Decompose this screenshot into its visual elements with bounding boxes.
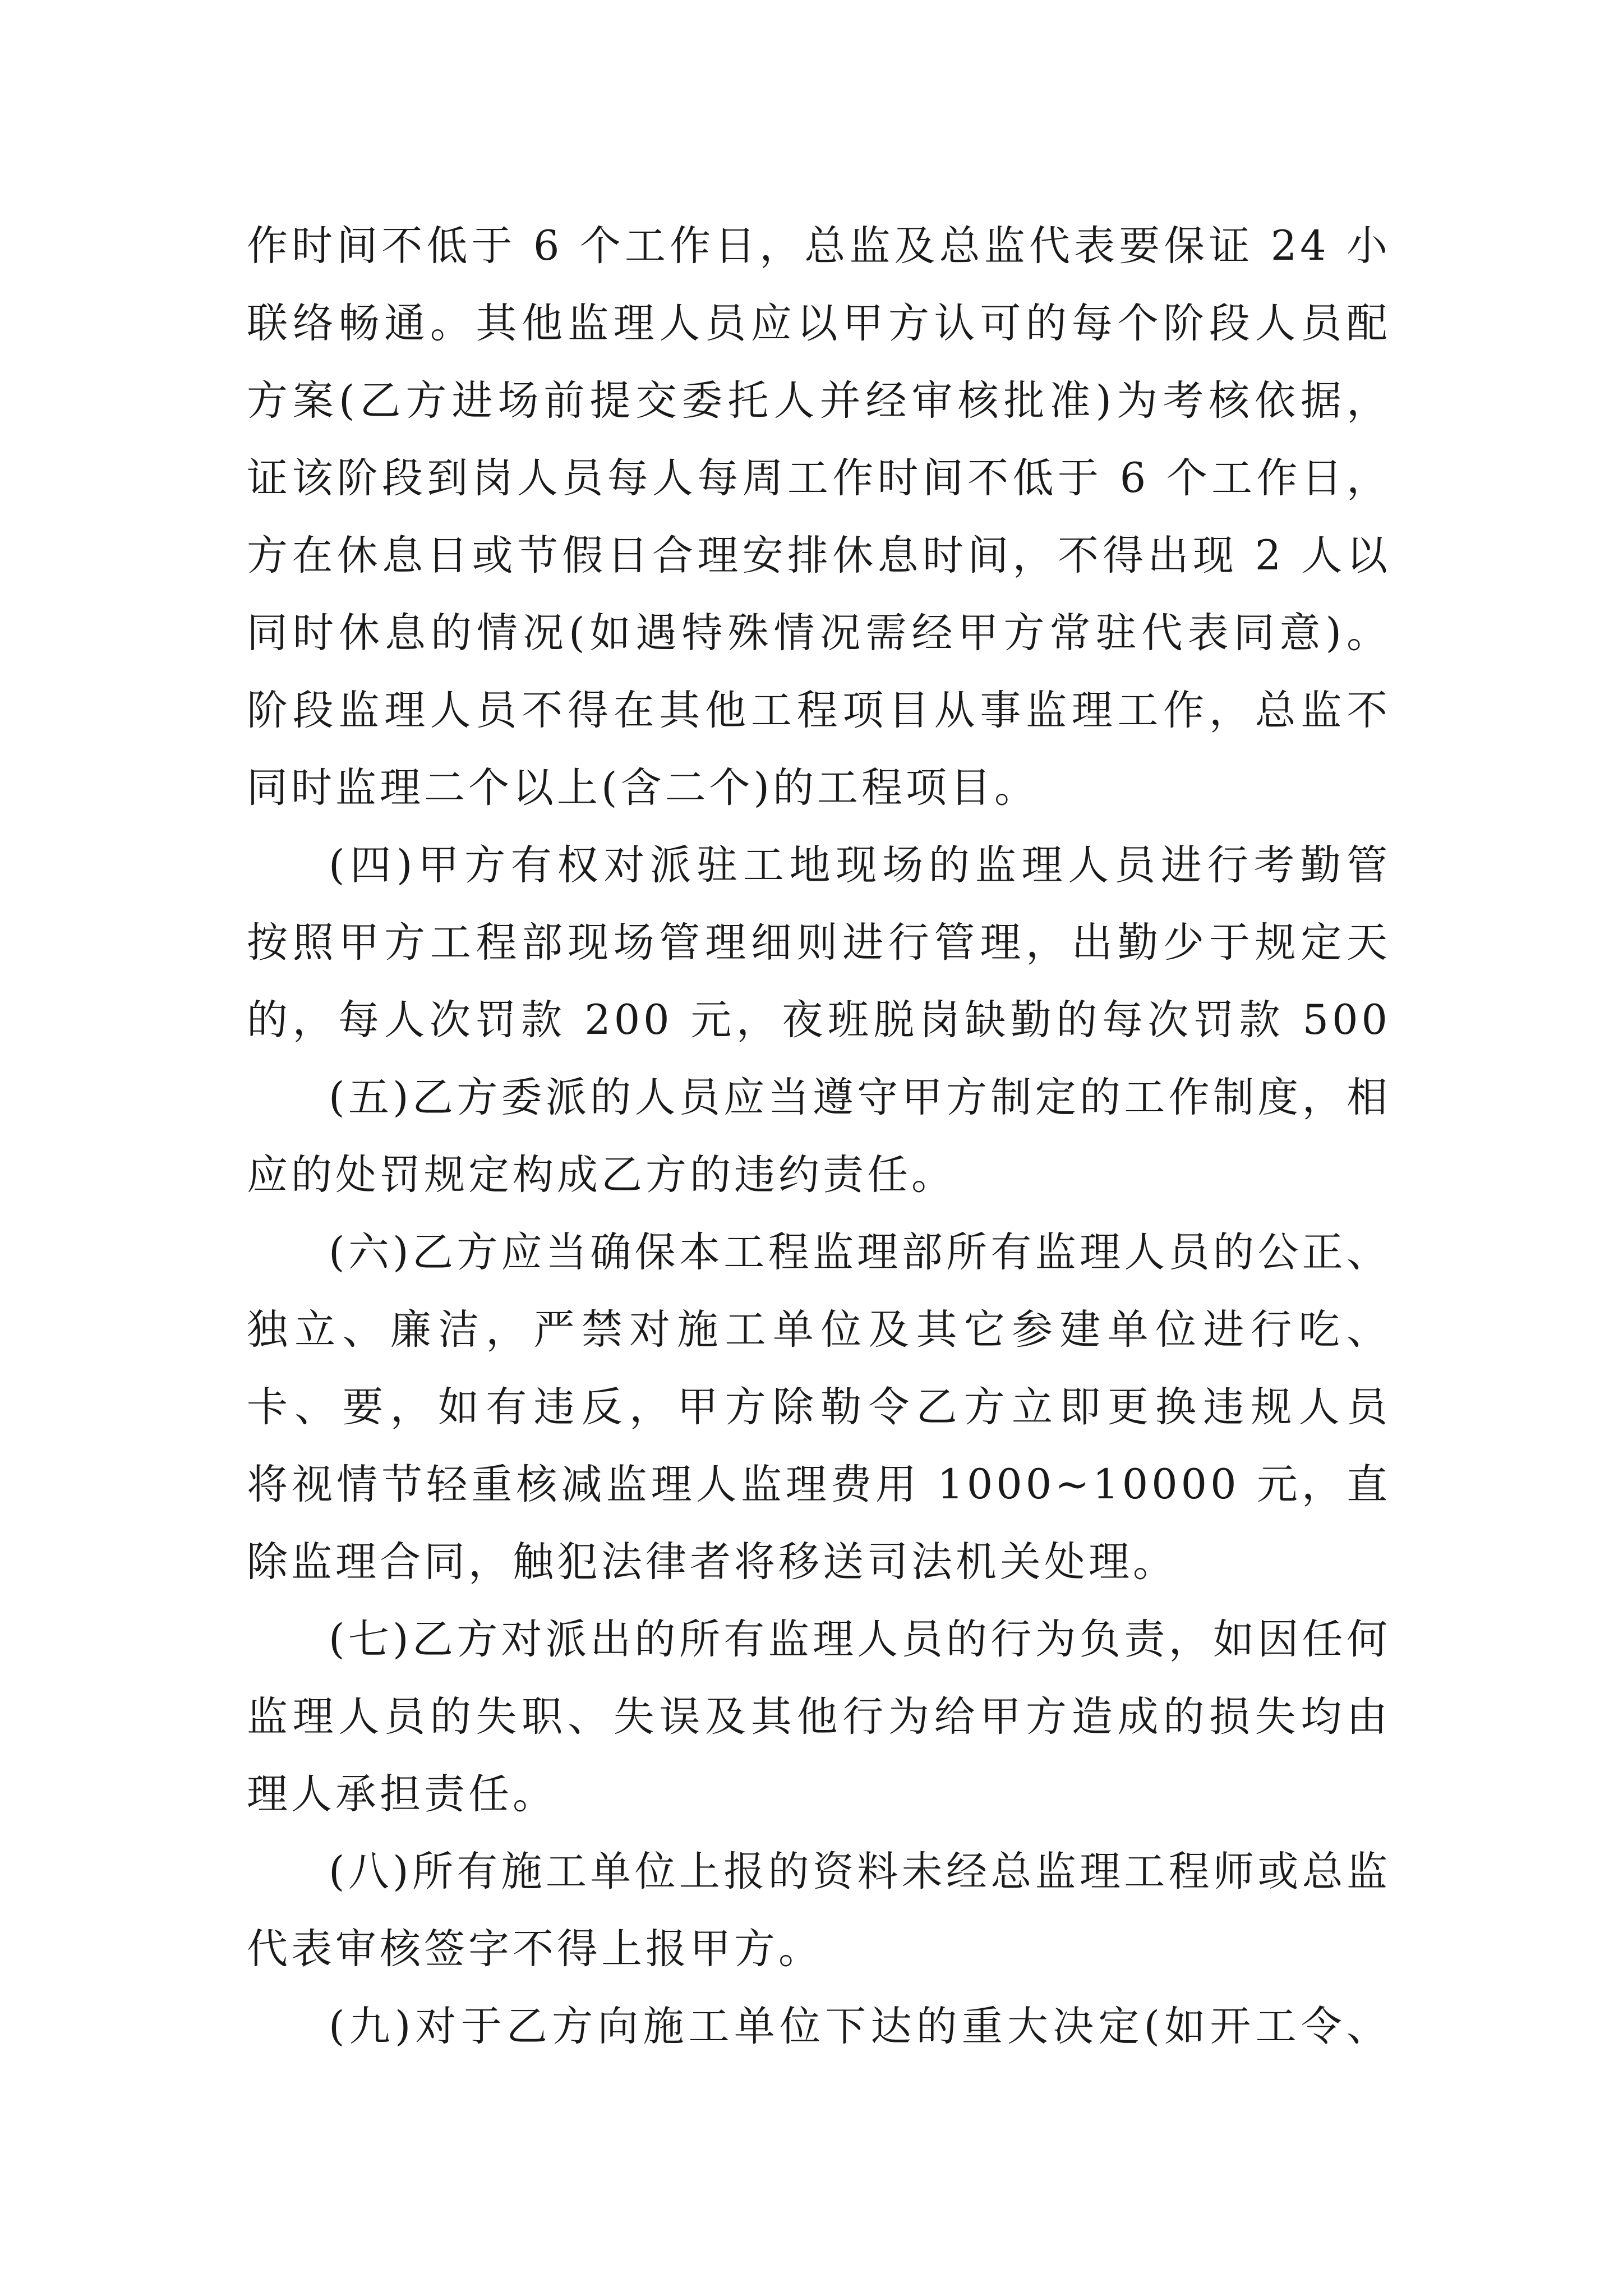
text-line: 联络畅通。其他监理人员应以甲方认可的每个阶段人员配 xyxy=(247,300,1391,347)
paragraph-start-line: (六)乙方应当确保本工程监理部所有监理人员的公正、 xyxy=(329,1228,1391,1276)
text-line: 的，每人次罚款 200 元，夜班脱岗缺勤的每次罚款 500 xyxy=(247,996,1391,1044)
text-line: 监理人员的失职、失误及其他行为给甲方造成的损失均由 xyxy=(247,1693,1391,1741)
text-line: 作时间不低于 6 个工作日，总监及总监代表要保证 24 小 xyxy=(247,222,1391,270)
text-line: 证该阶段到岗人员每人每周工作时间不低于 6 个工作日， xyxy=(247,454,1391,502)
paragraph-start-line: (七)乙方对派出的所有监理人员的行为负责，如因任何 xyxy=(329,1616,1391,1663)
text-line: 同时监理二个以上(含二个)的工程项目。 xyxy=(247,764,1039,812)
text-line: 阶段监理人员不得在其他工程项目从事监理工作，总监不 xyxy=(247,687,1391,734)
text-line: 同时休息的情况(如遇特殊情况需经甲方常驻代表同意)。 xyxy=(247,609,1391,657)
text-line: 将视情节轻重核减监理人监理费用 1000~10000 元，直 xyxy=(247,1461,1391,1508)
document-body xyxy=(247,208,1391,2065)
text-line: 卡、要，如有违反，甲方除勒令乙方立即更换违规人员 xyxy=(247,1383,1391,1431)
text-line: 方在休息日或节假日合理安排休息时间，不得出现 2 人以 xyxy=(247,532,1391,579)
text-line: 理人承担责任。 xyxy=(247,1770,557,1818)
text-line: 应的处罚规定构成乙方的违约责任。 xyxy=(247,1151,956,1199)
paragraph-start-line: (八)所有施工单位上报的资料未经总监理工程师或总监 xyxy=(329,1848,1391,1895)
paragraph-start-line: (九)对于乙方向施工单位下达的重大决定(如开工令、 xyxy=(329,2003,1391,2050)
text-line: 方案(乙方进场前提交委托人并经审核批准)为考核依据， xyxy=(247,377,1391,425)
text-line: 代表审核签字不得上报甲方。 xyxy=(247,1925,823,1973)
text-line: 独立、廉洁，严禁对施工单位及其它参建单位进行吃、 xyxy=(247,1306,1391,1354)
paragraph-start-line: (五)乙方委派的人员应当遵守甲方制定的工作制度，相 xyxy=(329,1074,1391,1121)
text-line: 除监理合同，触犯法律者将移送司法机关处理。 xyxy=(247,1538,1177,1586)
paragraph-start-line: (四)甲方有权对派驻工地现场的监理人员进行考勤管 xyxy=(329,841,1391,889)
text-line: 按照甲方工程部现场管理细则进行管理，出勤少于规定天 xyxy=(247,919,1391,967)
